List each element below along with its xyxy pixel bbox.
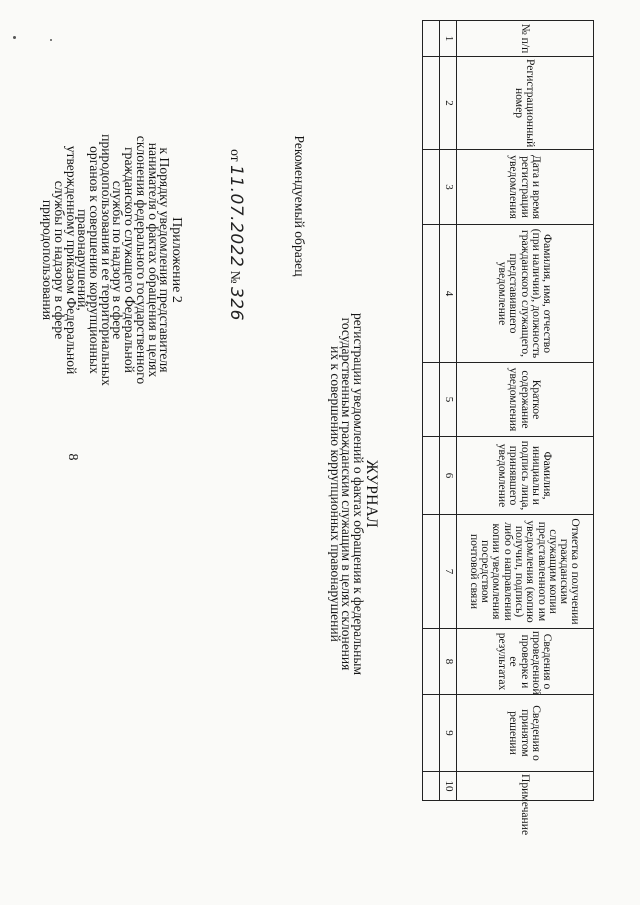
registration-table-grid xyxy=(422,20,594,836)
journal-subtitle-line: их к совершению коррупционных правонарушений xyxy=(327,346,343,642)
column-header: № п/п xyxy=(457,21,594,57)
table-cell xyxy=(423,150,440,225)
journal-subtitle-line: регистрации уведомлений о фактах обращения к федеральным xyxy=(351,312,366,676)
column-number: 9 xyxy=(440,695,457,772)
table-cell xyxy=(423,695,440,772)
column-header: Дата и время регистрации уведомления xyxy=(457,150,594,225)
column-number: 8 xyxy=(440,629,457,695)
registration-table xyxy=(426,20,594,836)
column-number: 4 xyxy=(440,225,457,363)
scan-speck xyxy=(50,39,52,41)
column-header: Краткое содержание уведомления xyxy=(457,363,594,437)
appendix-header xyxy=(40,60,184,460)
appendix-line: Приложение 2 xyxy=(169,217,184,303)
order-prefix: от xyxy=(228,149,243,162)
column-header: Отметка о получении гражданским служащим копии представленного им уведомления (копию получил, подпись) либо о направлении копии уведомления посредством почтовой связи xyxy=(457,515,594,629)
appendix-line: природопользования xyxy=(40,199,56,321)
journal-subtitle-line: государственным гражданским служащим в целях склонения xyxy=(339,317,355,671)
column-header: Сведения о проведенной проверке и ее результатах xyxy=(457,629,594,695)
appendix-line: склонения федерального государственного xyxy=(133,135,149,385)
column-number: 1 xyxy=(440,21,457,57)
appendix-line: органов к совершению коррупционных xyxy=(87,146,103,374)
column-number: 6 xyxy=(440,437,457,515)
column-number: 2 xyxy=(440,57,457,150)
order-number-label: № xyxy=(228,270,243,284)
appendix-line: к Порядку уведомления представителя xyxy=(157,147,173,373)
recommended-sample-label: Рекомендуемый образец xyxy=(292,135,307,277)
column-number: 7 xyxy=(440,515,457,629)
table-cell xyxy=(423,629,440,695)
table-cell xyxy=(423,57,440,150)
appendix-line: правонарушений, xyxy=(75,209,91,311)
column-header: Примечание xyxy=(457,772,594,801)
order-reference xyxy=(223,85,249,385)
journal-title: ЖУРНАЛ xyxy=(363,460,380,528)
journal-heading xyxy=(314,294,378,694)
column-number: 5 xyxy=(440,363,457,437)
page-number: 8 xyxy=(65,453,80,461)
table-cell xyxy=(423,363,440,437)
column-number: 10 xyxy=(440,772,457,801)
appendix-line: нанимателя о фактах обращения в целях xyxy=(145,142,161,378)
table-cell xyxy=(423,437,440,515)
column-header: Фамилия, инициалы и подпись лица, принявшего уведомление xyxy=(457,437,594,515)
table-header-row xyxy=(457,21,594,801)
column-number: 3 xyxy=(440,150,457,225)
table-cell xyxy=(423,772,440,801)
appendix-line: природопользования и ее территориальных xyxy=(98,134,114,386)
column-header: Сведения о принятом решении xyxy=(457,695,594,772)
table-empty-row xyxy=(423,21,440,801)
scan-speck xyxy=(13,36,16,39)
appendix-line: службы по надзору в сфере xyxy=(110,180,126,340)
column-header: Регистрационный номер xyxy=(457,57,594,150)
table-cell xyxy=(423,21,440,57)
appendix-line: службы по надзору в сфере xyxy=(51,180,67,340)
table-cell xyxy=(423,515,440,629)
column-header: Фамилия, имя, отчество (при наличии), должность гражданского служащего, представившего уведомление xyxy=(457,225,594,363)
order-date-handwritten: 11.07.2022 xyxy=(226,164,246,268)
appendix-line: утвержденному приказом Федеральной xyxy=(63,145,79,375)
table-column-number-row xyxy=(440,21,457,801)
table-cell xyxy=(423,225,440,363)
order-number-handwritten: 326 xyxy=(226,286,246,321)
appendix-line: гражданского служащего Федеральной xyxy=(122,147,138,373)
